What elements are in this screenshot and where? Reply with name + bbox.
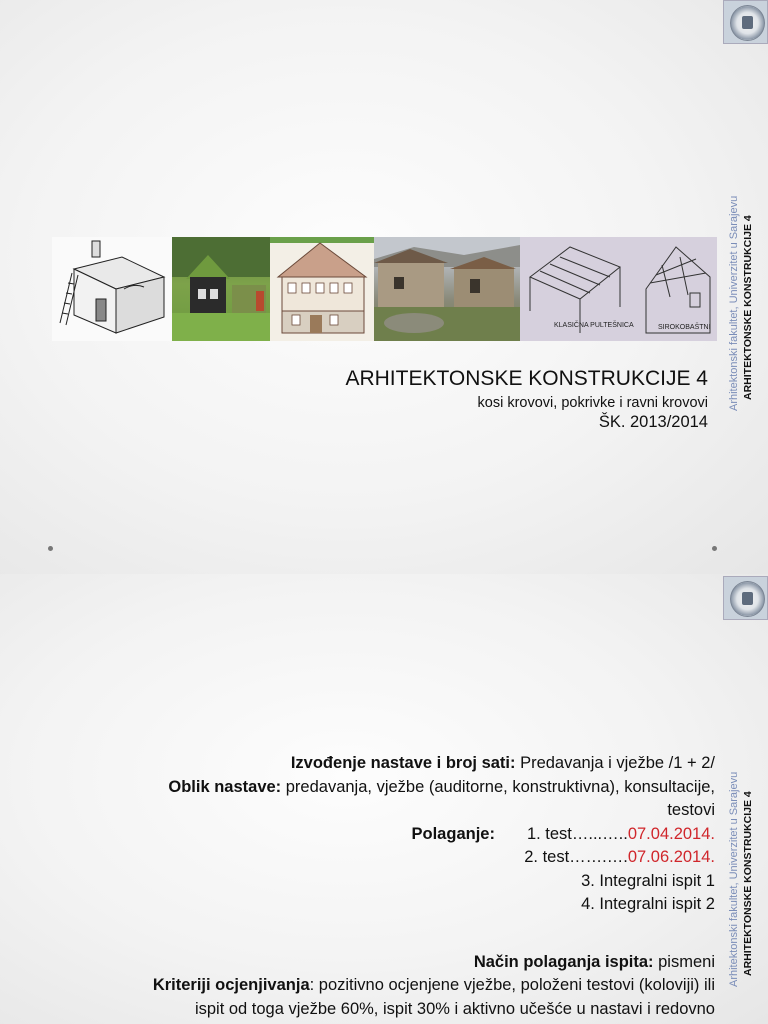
turf-house-photo [172,237,270,341]
sketch-flat-roof-house-image [52,237,172,341]
teaching-hours-line [55,752,715,776]
grading-criteria-cont: ispit od toga vježbe 60%, ispit 30% i aktivno učešće u nastavi i redovno [194,999,715,1018]
grading-criteria-line [55,974,715,998]
sidebar-vertical-text [723,44,768,444]
exam-item-2 [55,846,715,870]
course-title: ARHITEKTONSKE KONSTRUKCIJE 4 [345,367,708,390]
teaching-form-line [55,776,715,800]
grading-criteria-label: Kriteriji ocjenjivanja [152,976,310,994]
grading-criteria-value: : pozitivno ocjenjene vježbe, položeni testovi (koloviji) ili [309,976,715,994]
exam-method-label: Način polaganja ispita: [473,952,654,971]
stone-house-photo [374,237,520,341]
exam-item-2-text: 2. test…….…. [524,848,628,866]
title-block [345,366,708,432]
teaching-form-label: Oblik nastave: [168,777,282,796]
teaching-hours-value: Predavanja i vježbe /1 + 2/ [515,754,715,772]
university-seal-logo [723,576,768,620]
sidebar-course: ARHITEKTONSKE KONSTRUKCIJE 4 [742,215,754,400]
sketch-caption-left: KLASIČNA PULTEŠNICA [554,322,634,329]
info-slide [0,574,768,1024]
exam-method-value: pismeni [653,952,715,971]
exam-item-3: 3. Integralni ispit 1 [581,871,715,890]
sidebar-vertical-text [723,620,768,1024]
exam-item-4: 4. Integralni ispit 2 [581,895,715,913]
sidebar-institution: Arhitektonski fakultet, Univerzitet u Sarajevu [728,771,740,987]
exam-item-2-date: 07.06.2014. [627,848,715,866]
teaching-hours-label: Izvođenje nastave i broj sati: [290,754,516,772]
sketch-caption-right: SIROKOBAŠTNI [658,324,711,331]
school-year: ŠK. 2013/2014 [598,413,708,431]
university-seal-logo [723,0,768,44]
exam-item-1 [55,823,715,847]
photo-strip [52,237,717,341]
sidebar-course: ARHITEKTONSKE KONSTRUKCIJE 4 [742,791,754,976]
exam-method-line [55,951,715,975]
course-info-text [55,752,715,1021]
teaching-form-value: predavanja, vježbe (auditorne, konstruktivna), konsultacije, [281,777,715,796]
roof-structure-sketch-image [520,237,717,341]
slide-dot-right [712,546,717,551]
traditional-house-drawing-image [270,237,374,341]
exam-item-1-text: 1. test…...….. [526,824,628,843]
course-subtitle: kosi krovovi, pokrivke i ravni krovovi [477,395,708,411]
exam-label: Polaganje: [411,824,495,843]
sidebar-institution: Arhitektonski fakultet, Univerzitet u Sarajevu [728,195,740,411]
teaching-form-cont: testovi [667,801,715,819]
exam-item-1-date: 07.04.2014. [627,824,715,843]
slide-dot-left [48,546,53,551]
